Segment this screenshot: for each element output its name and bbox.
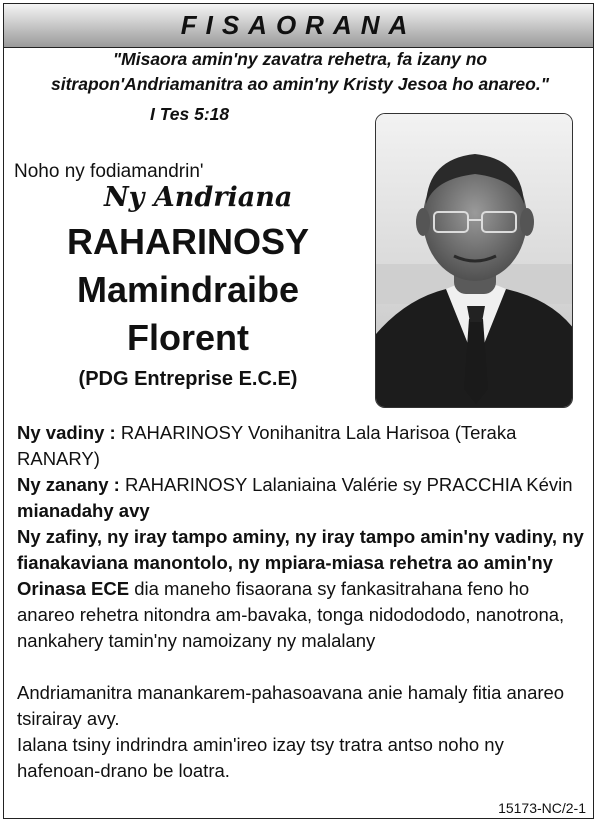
notice-title: FISAORANA	[180, 10, 417, 40]
children-label: Ny zanany :	[17, 474, 120, 495]
given-name-2: Florent	[127, 317, 249, 358]
portrait-photo	[375, 113, 573, 408]
acknowledgement-body	[17, 420, 585, 784]
header-banner	[4, 4, 593, 48]
spouse-value: RAHARINOSY Vonihanitra Lala Harisoa (Teraka RANARY)	[17, 422, 517, 469]
children-value: RAHARINOSY Lalaniaina Valérie sy PRACCHIA Kévin	[124, 474, 573, 495]
children-suffix: mianadahy avy	[17, 500, 150, 521]
spouse-line	[17, 420, 585, 472]
family-thanks	[17, 524, 585, 654]
portrait-image	[376, 114, 573, 408]
surname: RAHARINOSY	[66, 221, 309, 262]
blessing-line: Andriamanitra manankarem-pahasoavana anie hamaly fitia anareo tsirairay avy.	[17, 682, 565, 729]
intro-text: Noho ny fodiamandrin'	[14, 161, 204, 182]
given-name-1: Mamindraibe	[76, 269, 300, 310]
children-line	[17, 472, 585, 498]
family-list: Ny zafiny, ny iray tampo aminy, ny iray tampo amin'ny vadiny, ny fianakaviana manontolo, ny mpiara-miasa rehetra ao amin'ny Orinasa ECE	[17, 526, 584, 599]
serial-number: 15173-NC/2-1	[498, 800, 586, 816]
honorific-title: Ny Andriana	[104, 182, 293, 213]
apology-line: Ialana tsiny indrindra amin'ireo izay tsy tratra antso noho ny hafenoan-drano be loatra.	[17, 734, 504, 781]
company-role: (PDG Entreprise E.C.E)	[78, 368, 298, 390]
quote-line-2: sitrapon'Andriamanitra ao amin'ny Kristy Jesoa ho anareo."	[50, 74, 549, 94]
quote-reference: I Tes 5:18	[150, 104, 230, 124]
thanks-text: dia maneho fisaorana sy fankasitrahana feno ho anareo rehetra nitondra am-bavaka, tonga nidodododo, nanotrona, nankahery tamin'ny namoizany ny malalany	[17, 578, 565, 651]
bible-quote	[20, 47, 580, 97]
spouse-label: Ny vadiny :	[17, 422, 116, 443]
quote-line-1: "Misaora amin'ny zavatra rehetra, fa izany no	[112, 49, 488, 69]
